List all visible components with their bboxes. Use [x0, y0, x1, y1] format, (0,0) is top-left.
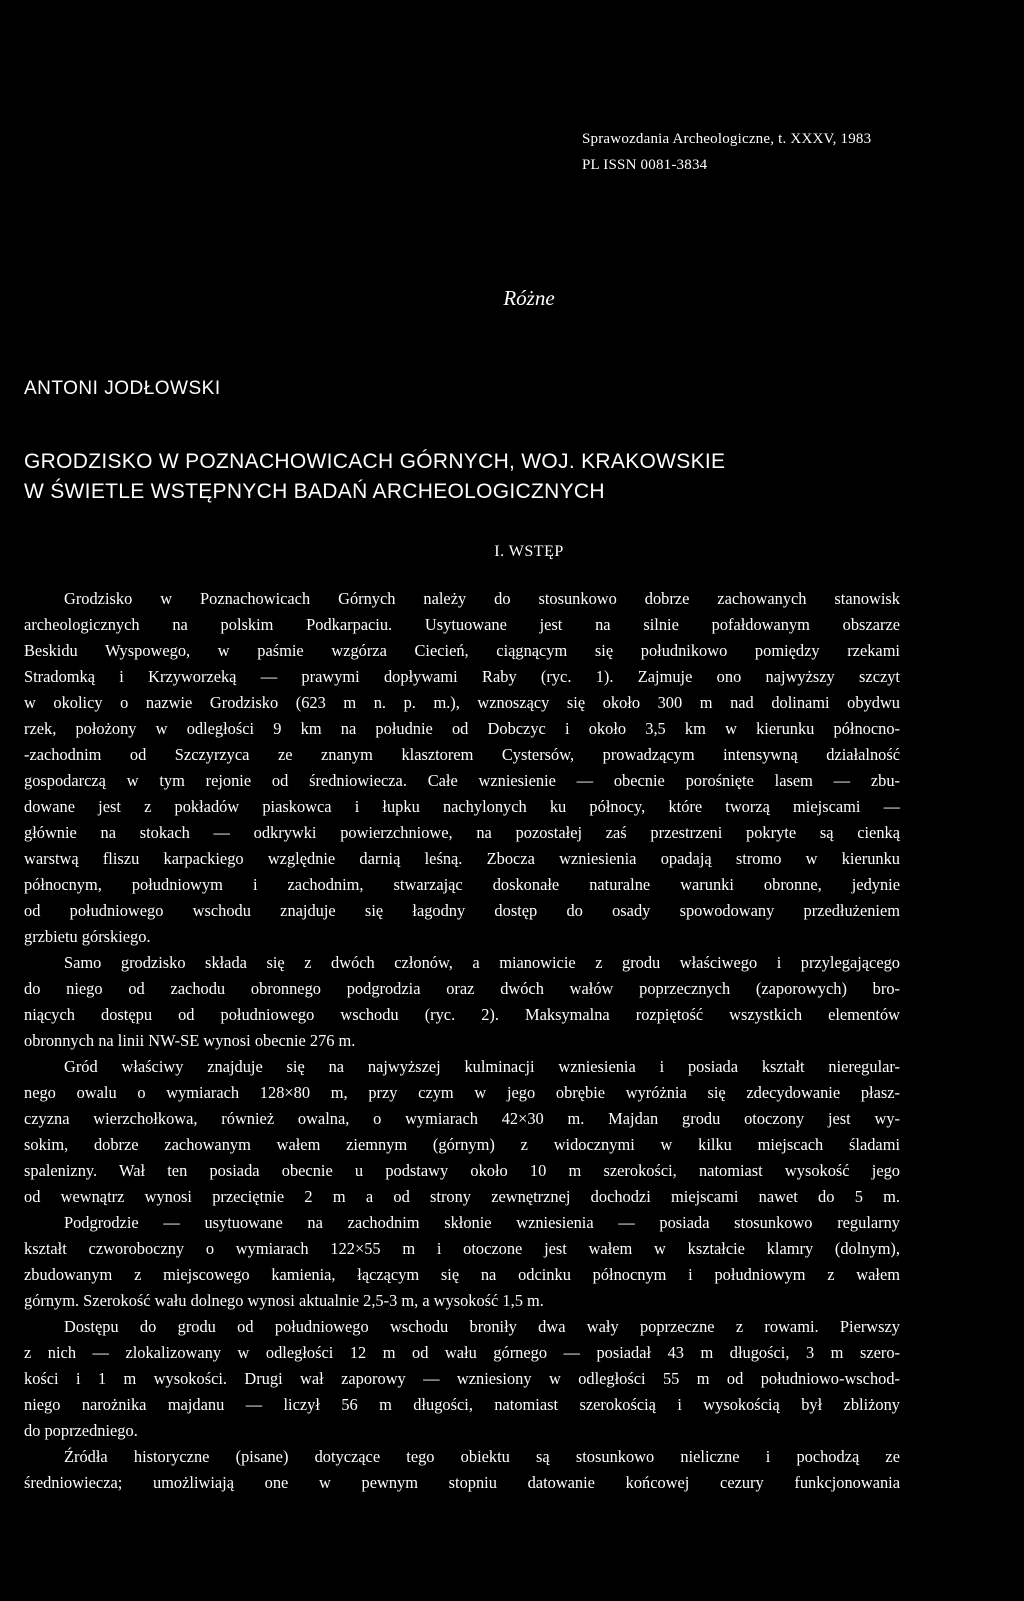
- body-line: Grodzisko w Poznachowicach Górnych należy do stosunkowo dobrze zachowanych stanowisk: [64, 589, 900, 608]
- body-line: Dostępu do grodu od południowego wschodu broniły dwa wały poprzeczne z rowami. Pierwszy: [64, 1317, 900, 1336]
- body-text: [24, 586, 900, 1496]
- body-line: dowane jest z pokładów piaskowca i łupku nachylonych ku północy, które tworzą miejscami —: [24, 797, 900, 816]
- body-line: warstwą fliszu karpackiego względnie darnią leśną. Zbocza wzniesienia opadają stromo w kierunku: [24, 849, 900, 868]
- body-line: w okolicy o nazwie Grodzisko (623 m n. p. m.), wznoszący się około 300 m nad dolinami obydwu: [24, 693, 900, 712]
- section-label: Różne: [503, 286, 555, 310]
- body-line: sokim, dobrze zachowanym wałem ziemnym (górnym) z widocznymi w kilku miejscach śladami: [24, 1135, 900, 1154]
- journal-citation: Sprawozdania Archeologiczne, t. XXXV, 1983: [582, 131, 872, 147]
- journal-header: [582, 126, 871, 178]
- body-line: kości i 1 m wysokości. Drugi wał zaporowy — wzniesiony w odległości 55 m od południowo-wschod-: [24, 1369, 900, 1388]
- body-line: zbudowanym z miejscowego kamienia, łączącym się na odcinku północnym i południowym z wałem: [24, 1265, 900, 1284]
- body-line: niących dostępu od południowego wschodu (ryc. 2). Maksymalna rozpiętość wszystkich elementów: [24, 1005, 900, 1024]
- body-line: północnym, południowym i zachodnim, stwarzając doskonałe naturalne warunki obronne, jedynie: [24, 875, 900, 894]
- body-line: nego owalu o wymiarach 128×80 m, przy czym w jego obrębie wyróżnia się zdecydowanie płasz-: [24, 1083, 900, 1102]
- body-line: niego narożnika majdanu — liczył 56 m długości, natomiast szerokością i wysokością był zbliżony: [24, 1395, 900, 1414]
- body-line: kształt czworoboczny o wymiarach 122×55 m i otoczone jest wałem w kształcie klamry (dolnym),: [24, 1239, 900, 1258]
- body-line: Źródła historyczne (pisane) dotyczące tego obiektu są stosunkowo nieliczne i pochodzą ze: [64, 1447, 900, 1466]
- body-line: głównie na stokach — odkrywki powierzchniowe, na pozostałej zaś przestrzeni pokryte są cienką: [24, 823, 900, 842]
- title-line-2: W ŚWIETLE WSTĘPNYCH BADAŃ ARCHEOLOGICZNYCH: [24, 480, 605, 503]
- body-line: Stradomką i Krzyworzeką — prawymi dopływami Raby (ryc. 1). Zajmuje ono najwyższy szczyt: [24, 667, 900, 686]
- author-name: ANTONI JODŁOWSKI: [24, 378, 221, 399]
- body-line: do niego od zachodu obronnego podgrodzia oraz dwóch wałów poprzecznych (zaporowych) bro-: [24, 979, 900, 998]
- body-line: spalenizny. Wał ten posiada obecnie u podstawy około 10 m szerokości, natomiast wysokość jego: [24, 1161, 900, 1180]
- body-line: Beskidu Wyspowego, w paśmie wzgórza Ciecień, ciągnącym się południkowo pomiędzy rzekami: [24, 641, 900, 660]
- body-line: czyzna wierzchołkowa, również owalna, o wymiarach 42×30 m. Majdan grodu otoczony jest wy-: [24, 1109, 900, 1128]
- body-line: gospodarczą w tym rejonie od średniowiecza. Całe wzniesienie — obecnie porośnięte lasem — zbu-: [24, 771, 900, 790]
- body-line: górnym. Szerokość wału dolnego wynosi aktualnie 2,5-3 m, a wysokość 1,5 m.: [24, 1291, 544, 1310]
- body-line: średniowiecza; umożliwiają one w pewnym stopniu datowanie końcowej cezury funkcjonowania: [24, 1473, 900, 1492]
- body-line: rzek, położony w odległości 9 km na południe od Dobczyc i około 3,5 km w kierunku północno-: [24, 719, 900, 738]
- body-line: Podgrodzie — usytuowane na zachodnim skłonie wzniesienia — posiada stosunkowo regularny: [64, 1213, 900, 1232]
- body-line: Gród właściwy znajduje się na najwyższej kulminacji wzniesienia i posiada kształt nieregular-: [64, 1057, 900, 1076]
- body-line: -zachodnim od Szczyrzyca ze znanym klasztorem Cystersów, prowadzącym intensywną działalność: [24, 745, 900, 764]
- body-line: Samo grodzisko składa się z dwóch członów, a mianowicie z grodu właściwego i przylegającego: [64, 953, 900, 972]
- article-title: [24, 447, 904, 507]
- body-line: do poprzedniego.: [24, 1421, 138, 1440]
- body-line: od wewnątrz wynosi przeciętnie 2 m a od strony zewnętrznej dochodzi miejscami nawet do 5 m.: [24, 1187, 900, 1206]
- journal-issn: PL ISSN 0081-3834: [582, 157, 708, 173]
- section-heading: I. WSTĘP: [494, 543, 564, 560]
- title-line-1: GRODZISKO W POZNACHOWICACH GÓRNYCH, WOJ. KRAKOWSKIE: [24, 450, 726, 473]
- body-line: od południowego wschodu znajduje się łagodny dostęp do osady spowodowany przedłużeniem: [24, 901, 900, 920]
- body-line: grzbietu górskiego.: [24, 927, 151, 946]
- body-line: obronnych na linii NW-SE wynosi obecnie 276 m.: [24, 1031, 356, 1050]
- body-line: archeologicznych na polskim Podkarpaciu. Usytuowane jest na silnie pofałdowanym obszarze: [24, 615, 900, 634]
- body-line: z nich — zlokalizowany w odległości 12 m od wału górnego — posiadał 43 m długości, 3 m szero-: [24, 1343, 900, 1362]
